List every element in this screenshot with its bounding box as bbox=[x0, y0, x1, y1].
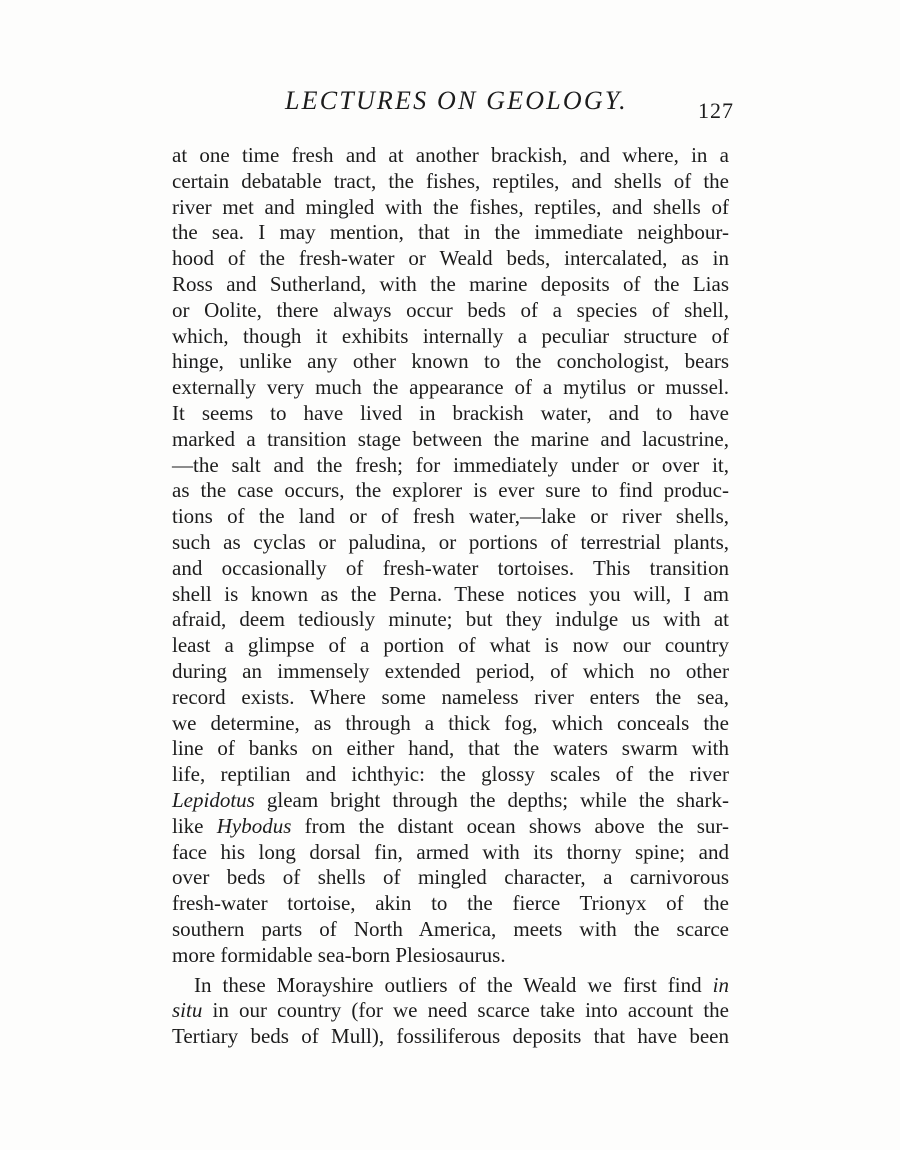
text-line: record exists. Where some nameless river enters the sea, bbox=[172, 684, 729, 709]
text-line: shell is known as the Perna. These notices you will, I am bbox=[172, 581, 729, 606]
text-line: externally very much the appearance of a mytilus or mussel. bbox=[172, 375, 729, 400]
text-line: which, though it exhibits internally a peculiar structure of bbox=[172, 323, 729, 348]
text-line-lepidotus bbox=[172, 788, 729, 814]
text-line: hood of the fresh-water or Weald beds, intercalated, as in bbox=[172, 246, 729, 271]
text-line-in bbox=[172, 973, 729, 999]
text-line: —the salt and the fresh; for immediately under or over it, bbox=[172, 452, 729, 477]
text-line: least a glimpse of a portion of what is now our country bbox=[172, 633, 729, 658]
text-line: and occasionally of fresh-water tortoises. This transition bbox=[172, 555, 729, 580]
text-line: as the case occurs, the explorer is ever sure to find produc- bbox=[172, 478, 729, 503]
text-line: tions of the land or of fresh water,—lake or river shells, bbox=[172, 504, 729, 529]
text-line: life, reptilian and ichthyic: the glossy scales of the river bbox=[172, 762, 729, 787]
text-fragment: from the distant ocean shows above the sur- bbox=[291, 813, 729, 838]
text-line: such as cyclas or paludina, or portions of terrestrial plants, bbox=[172, 529, 729, 554]
page-header bbox=[0, 86, 900, 126]
text-line-situ bbox=[172, 998, 729, 1024]
text-line: line of banks on either hand, that the waters swarm with bbox=[172, 736, 729, 761]
text-line: or Oolite, there always occur beds of a species of shell, bbox=[172, 297, 729, 322]
text-line: during an immensely extended period, of which no other bbox=[172, 658, 729, 683]
text-line-hybodus bbox=[172, 814, 729, 840]
text-fragment: In these Morayshire outliers of the Weald we first find bbox=[194, 972, 713, 997]
text-line: southern parts of North America, meets with the scarce bbox=[172, 916, 729, 941]
body-text bbox=[172, 143, 729, 1050]
text-line: at one time fresh and at another brackish, and where, in a bbox=[172, 143, 729, 167]
text-line: afraid, deem tediously minute; but they indulge us with at bbox=[172, 607, 729, 632]
text-line: we determine, as through a thick fog, which conceals the bbox=[172, 710, 729, 735]
text-line: over beds of shells of mingled character, a carnivorous bbox=[172, 865, 729, 890]
italic-term-in: in bbox=[712, 972, 729, 997]
running-title: LECTURES ON GEOLOGY. bbox=[285, 86, 628, 115]
text-line: more formidable sea-born Plesiosaurus. bbox=[172, 942, 506, 967]
text-line: Tertiary beds of Mull), fossiliferous deposits that have been bbox=[172, 1024, 729, 1049]
text-line: the sea. I may mention, that in the immediate neighbour- bbox=[172, 220, 729, 245]
text-line: Ross and Sutherland, with the marine deposits of the Lias bbox=[172, 271, 729, 296]
text-line: hinge, unlike any other known to the conchologist, bears bbox=[172, 349, 729, 374]
page-number: 127 bbox=[698, 98, 734, 123]
paragraph-2 bbox=[172, 973, 729, 1050]
text-fragment: gleam bright through the depths; while the shark- bbox=[254, 787, 729, 812]
text-line: It seems to have lived in brackish water, and to have bbox=[172, 400, 729, 425]
text-line: fresh-water tortoise, akin to the fierce Trionyx of the bbox=[172, 891, 729, 916]
text-fragment: like bbox=[172, 813, 217, 838]
text-line: marked a transition stage between the marine and lacustrine, bbox=[172, 426, 729, 451]
text-line: river met and mingled with the fishes, reptiles, and shells of bbox=[172, 194, 729, 219]
italic-term-lepidotus: Lepidotus bbox=[172, 787, 255, 812]
text-fragment: in our country (for we need scarce take into account the bbox=[202, 998, 729, 1023]
paragraph-1 bbox=[172, 143, 729, 969]
italic-term-situ: situ bbox=[172, 998, 203, 1023]
italic-term-hybodus: Hybodus bbox=[216, 813, 292, 838]
text-line: face his long dorsal fin, armed with its thorny spine; and bbox=[172, 839, 729, 864]
text-line: certain debatable tract, the fishes, reptiles, and shells of the bbox=[172, 168, 729, 193]
